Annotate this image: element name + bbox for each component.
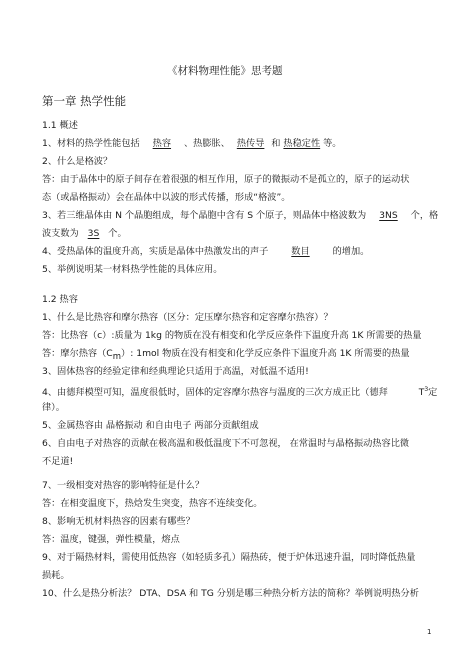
subscript: m bbox=[112, 351, 122, 362]
question-line: 损耗。 bbox=[42, 570, 70, 581]
answer-blank: 热传导 bbox=[236, 138, 265, 149]
text-span: 1、材料的热学性能包括 bbox=[42, 138, 140, 149]
answer-blank: 热容 bbox=[152, 138, 172, 149]
page-number: 1 bbox=[427, 628, 432, 636]
answer-blank: 3S bbox=[87, 228, 100, 239]
doc-title: 《材料物理性能》思考题 bbox=[167, 65, 283, 77]
question-line: 不足道! bbox=[42, 456, 74, 467]
text-span: 波支数为 bbox=[42, 228, 79, 239]
question-line: 7、一级相变对热容的影响特征是什么？ bbox=[42, 480, 205, 491]
question-line: 8、影响无机材料热容的因素有哪些？ bbox=[42, 516, 195, 527]
question-line: 6、自由电子对热容的贡献在极高温和极低温度下不可忽视， 在常温时与晶格振动热容比微 bbox=[42, 438, 410, 449]
question-line: 5、金属热容由 晶格振动 和自由电子 两部分贡献组成 bbox=[42, 420, 259, 431]
text-span: 和 bbox=[271, 138, 281, 149]
answer-line: 答：比热容（c）:质量为 1kg 的物质在没有相变和化学反应条件下温度升高 1K 所需要的热量 bbox=[42, 330, 422, 341]
question-line bbox=[42, 384, 437, 398]
text-span: T bbox=[418, 387, 425, 399]
text-span: 答：摩尔热容（C bbox=[42, 348, 113, 359]
text-span: 个。 bbox=[108, 228, 127, 239]
question-line: 3、固体热容的经验定律和经典理论只适用于高温，对低温不适用! bbox=[42, 366, 309, 377]
question-line: 1、什么是比热容和摩尔热容（区分：定压摩尔热容和定容摩尔热容）？ bbox=[42, 312, 333, 323]
answer-blank: 3NS bbox=[379, 210, 398, 221]
answer-line: 答：温度，键强，弹性模量，熔点 bbox=[42, 534, 180, 545]
question-line bbox=[42, 138, 341, 149]
answer-line: 态（或晶格振动）会在晶体中以波的形式传播，形成“格波”。 bbox=[42, 192, 291, 203]
question-line: 律）。 bbox=[42, 402, 65, 413]
text-span: 等。 bbox=[323, 138, 342, 149]
answer-line: 答：由于晶体中的原子间存在着很强的相互作用，原子的微振动不是孤立的，原子的运动状 bbox=[42, 174, 410, 185]
question-line: 5、举例说明某一材料热学性能的具体应用。 bbox=[42, 264, 223, 275]
section-heading: 1.2 热容 bbox=[42, 294, 78, 305]
question-line: 9、对于隔热材料，需使用低热容（如轻质多孔）隔热砖，便于炉体迅速升温，同时降低热量 bbox=[42, 552, 416, 563]
text-span: 4、由德拜模型可知，温度很低时，固体的定容摩尔热容与温度的三次方成正比（德拜 bbox=[42, 387, 388, 399]
question-line: 2、什么是格波？ bbox=[42, 156, 113, 167]
question-line bbox=[42, 228, 127, 239]
question-line bbox=[42, 210, 438, 221]
answer-line: 答：在相变温度下，热焓发生突变，热容不连续变化。 bbox=[42, 498, 263, 509]
text-span: 定 bbox=[428, 387, 438, 399]
text-span: 的增加。 bbox=[332, 246, 370, 257]
answer-blank: 数目 bbox=[291, 246, 310, 257]
text-span: ）: 1mol 物质在没有相变和化学反应条件下温度升高 1K 所需要的热量 bbox=[121, 348, 410, 359]
question-line: 10、什么是热分析法？ DTA、DSA 和 TG 分别是哪三种热分析方法的简称？举例说明热分析 bbox=[42, 588, 419, 599]
text-span: 3、若三维晶体由 N 个晶胞组成，每个晶胞中含有 S 个原子，则晶体中格波数为 bbox=[42, 210, 367, 221]
question-line bbox=[42, 246, 369, 257]
text-span: 4、受热晶体的温度升高，实质是晶体中热激发出的声子 bbox=[42, 246, 269, 257]
answer-line bbox=[42, 348, 410, 363]
section-heading: 1.1 概述 bbox=[42, 120, 78, 131]
text-span: 、热膨胀、 bbox=[183, 138, 230, 149]
superscript: 3 bbox=[424, 386, 429, 393]
answer-blank: 热稳定性 bbox=[283, 138, 321, 149]
chapter-heading: 第一章 热学性能 bbox=[42, 94, 127, 108]
text-span: 个，格 bbox=[410, 210, 439, 221]
